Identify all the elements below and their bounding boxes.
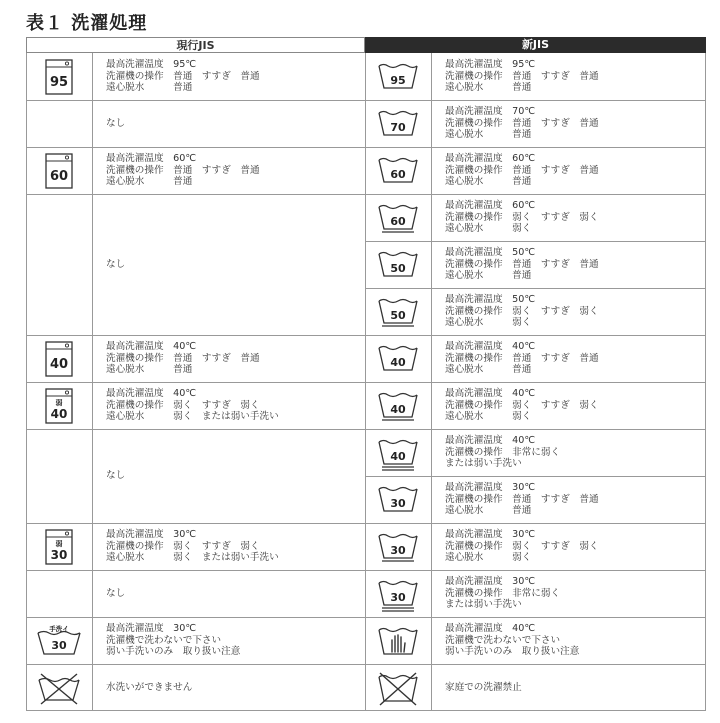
care-description: 最高洗濯温度 40℃ 洗濯機で洗わないで下さい 弱い手洗いのみ 取り扱い注意: [445, 622, 580, 658]
gentle-mark: 弱: [55, 539, 63, 548]
temperature-number: 30: [390, 496, 406, 510]
wash-tub-icon: [365, 53, 431, 100]
care-description: なし: [106, 258, 126, 270]
wash-tub-icon: [365, 523, 431, 570]
care-description: 最高洗濯温度 30℃ 洗濯機の操作 弱く すすぎ 弱く 遠心脱水 弱く: [445, 528, 599, 564]
header-new-jis: 新JIS: [365, 37, 706, 53]
care-description: 最高洗濯温度 50℃ 洗濯機の操作 弱く すすぎ 弱く 遠心脱水 弱く: [445, 293, 599, 329]
temperature-number: 50: [390, 261, 406, 275]
temperature-number: 30: [51, 638, 67, 652]
page-title: 表１ 洗濯処理: [26, 13, 148, 34]
care-description: なし: [106, 470, 126, 482]
laundry-table: [26, 37, 706, 718]
wash-tub-icon: [365, 570, 431, 617]
wash-tub-icon: [365, 335, 431, 382]
care-description: 最高洗濯温度 40℃ 洗濯機の操作 普通 すすぎ 普通 遠心脱水 普通: [106, 340, 260, 376]
care-description: 家庭での洗濯禁止: [445, 681, 522, 693]
care-description: 最高洗濯温度 95℃ 洗濯機の操作 普通 すすぎ 普通 遠心脱水 普通: [445, 58, 599, 94]
temperature-number: 40: [390, 355, 406, 369]
hand-wash-icon: [365, 617, 431, 664]
temperature-number: 95: [390, 73, 406, 87]
temperature-number: 30: [390, 590, 406, 604]
washing-machine-icon: [26, 382, 92, 429]
care-description: 最高洗濯温度 60℃ 洗濯機の操作 普通 すすぎ 普通 遠心脱水 普通: [445, 152, 599, 188]
care-description: 最高洗濯温度 30℃ 洗濯機の操作 弱く すすぎ 弱く 遠心脱水 弱く または弱い手洗い: [106, 528, 279, 564]
care-description: 最高洗濯温度 30℃ 洗濯機で洗わないで下さい 弱い手洗いのみ 取り扱い注意: [106, 622, 241, 658]
care-description: 最高洗濯温度 40℃ 洗濯機の操作 普通 すすぎ 普通 遠心脱水 普通: [445, 340, 599, 376]
care-description: なし: [106, 587, 126, 599]
temperature-number: 40: [390, 449, 406, 463]
care-description: 最高洗濯温度 30℃ 洗濯機の操作 非常に弱く または弱い手洗い: [445, 575, 561, 611]
care-description: 最高洗濯温度 30℃ 洗濯機の操作 普通 すすぎ 普通 遠心脱水 普通: [445, 481, 599, 517]
care-description: 最高洗濯温度 40℃ 洗濯機の操作 弱く すすぎ 弱く 遠心脱水 弱く: [445, 387, 599, 423]
gentle-mark: 弱: [55, 398, 63, 407]
care-description: 最高洗濯温度 40℃ 洗濯機の操作 弱く すすぎ 弱く 遠心脱水 弱く または弱い手洗い: [106, 387, 279, 423]
no-wash-icon: [26, 664, 92, 711]
wash-tub-icon: [365, 147, 431, 194]
washing-machine-icon: [26, 335, 92, 382]
temperature-number: 95: [49, 74, 69, 90]
temperature-number: 30: [390, 543, 406, 557]
washing-machine-icon: [26, 147, 92, 194]
temperature-number: 70: [390, 120, 406, 134]
wash-tub-icon: [365, 382, 431, 429]
temperature-number: 60: [390, 214, 406, 228]
temperature-number: 50: [390, 308, 406, 322]
hand-wash-mark: 手洗イ: [49, 624, 69, 633]
wash-tub-icon: [365, 288, 431, 335]
care-description: 水洗いができません: [106, 681, 193, 693]
care-description: なし: [106, 117, 126, 129]
hand-wash-icon: [26, 617, 92, 664]
care-description: 最高洗濯温度 60℃ 洗濯機の操作 普通 すすぎ 普通 遠心脱水 普通: [106, 152, 260, 188]
temperature-number: 60: [390, 167, 406, 181]
temperature-number: 30: [50, 547, 68, 562]
temperature-number: 40: [390, 402, 406, 416]
wash-tub-icon: [365, 100, 431, 147]
wash-tub-icon: [365, 194, 431, 241]
temperature-number: 60: [49, 168, 69, 184]
care-description: 最高洗濯温度 60℃ 洗濯機の操作 弱く すすぎ 弱く 遠心脱水 弱く: [445, 199, 599, 235]
washing-machine-icon: [26, 523, 92, 570]
no-wash-icon: [365, 664, 431, 711]
wash-tub-icon: [365, 476, 431, 523]
temperature-number: 40: [50, 406, 68, 421]
wash-tub-icon: [365, 429, 431, 476]
temperature-number: 40: [49, 356, 69, 372]
care-description: 最高洗濯温度 95℃ 洗濯機の操作 普通 すすぎ 普通 遠心脱水 普通: [106, 58, 260, 94]
wash-tub-icon: [365, 241, 431, 288]
care-description: 最高洗濯温度 40℃ 洗濯機の操作 非常に弱く または弱い手洗い: [445, 434, 561, 470]
care-description: 最高洗濯温度 70℃ 洗濯機の操作 普通 すすぎ 普通 遠心脱水 普通: [445, 105, 599, 141]
washing-machine-icon: [26, 53, 92, 100]
header-current-jis: 現行JIS: [26, 37, 365, 53]
care-description: 最高洗濯温度 50℃ 洗濯機の操作 普通 すすぎ 普通 遠心脱水 普通: [445, 246, 599, 282]
